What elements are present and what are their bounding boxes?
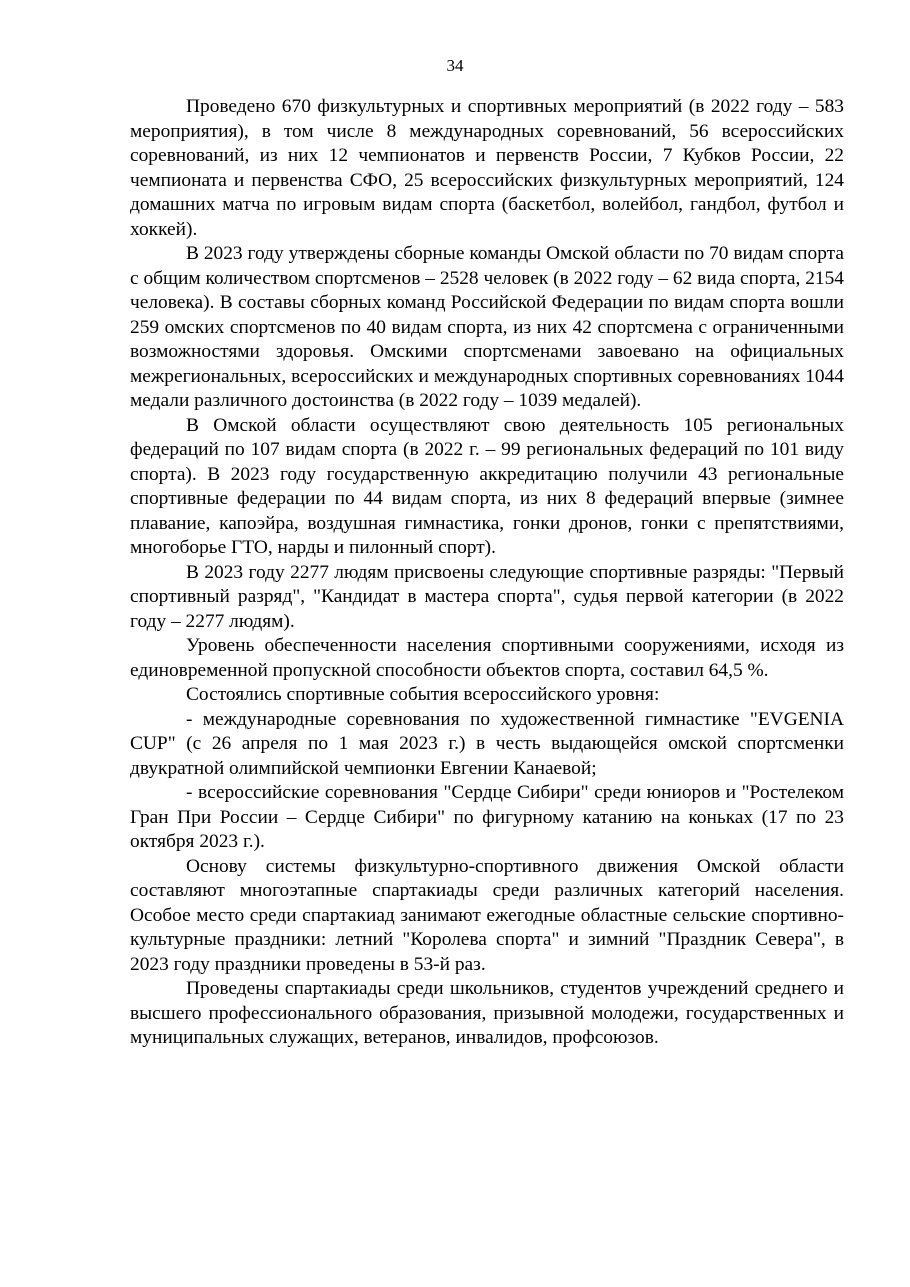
paragraph-spartakiads-categories: Проведены спартакиады среди школьников, студентов учреждений среднего и высшего профессионального образования, призывной молодежи, государственных и муниципальных служащих, ветеранов, инвалидов, профсоюзов.	[130, 978, 844, 1048]
document-body	[130, 95, 844, 1051]
paragraph-facilities: Уровень обеспеченности населения спортивными сооружениями, исходя из единовременной пропускной способности объектов спорта, составил 64,5 %.	[130, 635, 844, 681]
paragraph-teams: В 2023 году утверждены сборные команды Омской области по 70 видам спорта с общим количеством спортсменов – 2528 человек (в 2022 году – 62 вида спорта, 2154 человека). В составы сборных команд Российской Федерации по видам спорта вошли 259 омских спортсменов по 40 видам спорта, из них 42 спортсмена с ограниченными возможностями здоровья. Омскими спортсменами завоевано на официальных межрегиональных, всероссийских и международных спортивных соревнованиях 1044 медали различного достоинства (в 2022 году – 1039 медалей).	[130, 243, 844, 411]
page-number: 34	[446, 56, 464, 75]
paragraph-heart-of-siberia: - всероссийские соревнования "Сердце Сибири" среди юниоров и "Ростелеком Гран При России – Сердце Сибири" по фигурному катанию на коньках (17 по 23 октября 2023 г.).	[130, 782, 844, 852]
paragraph-events: Проведено 670 физкультурных и спортивных мероприятий (в 2022 году – 583 мероприятия), в том числе 8 международных соревнований, 56 всероссийских соревнований, из них 12 чемпионатов и первенств России, 7 Кубков России, 22 чемпионата и первенства СФО, 25 всероссийских физкультурных мероприятий, 124 домашних матча по игровым видам спорта (баскетбол, волейбол, гандбол, футбол и хоккей).	[130, 96, 844, 240]
paragraph-spartakiads: Основу системы физкультурно-спортивного движения Омской области составляют многоэтапные спартакиады среди различных категорий населения. Особое место среди спартакиад занимают ежегодные областные сельские спортивно-культурные праздники: летний "Королева спорта" и зимний "Праздник Севера", в 2023 году праздники проведены в 53-й раз.	[130, 855, 844, 975]
paragraph-federations: В Омской области осуществляют свою деятельность 105 региональных федераций по 107 видам спорта (в 2022 г. – 99 региональных федераций по 101 виду спорта). В 2023 году государственную аккредитацию получили 43 региональные спортивные федерации по 44 видам спорта, из них 8 федераций впервые (зимнее плавание, капоэйра, воздушная гимнастика, гонки дронов, гонки с препятствиями, многоборье ГТО, нарды и пилонный спорт).	[130, 414, 844, 558]
paragraph-events-intro: Состоялись спортивные события всероссийского уровня:	[186, 684, 660, 705]
paragraph-ranks: В 2023 году 2277 людям присвоены следующие спортивные разряды: "Первый спортивный разряд", "Кандидат в мастера спорта", судья первой категории (в 2022 году – 2277 людям).	[130, 561, 844, 632]
paragraph-evgenia-cup: - международные соревнования по художественной гимнастике "EVGENIA CUP" (с 26 апреля по 1 мая 2023 г.) в честь выдающейся омской спортсменки двукратной олимпийской чемпионки Евгении Канаевой;	[130, 708, 844, 779]
